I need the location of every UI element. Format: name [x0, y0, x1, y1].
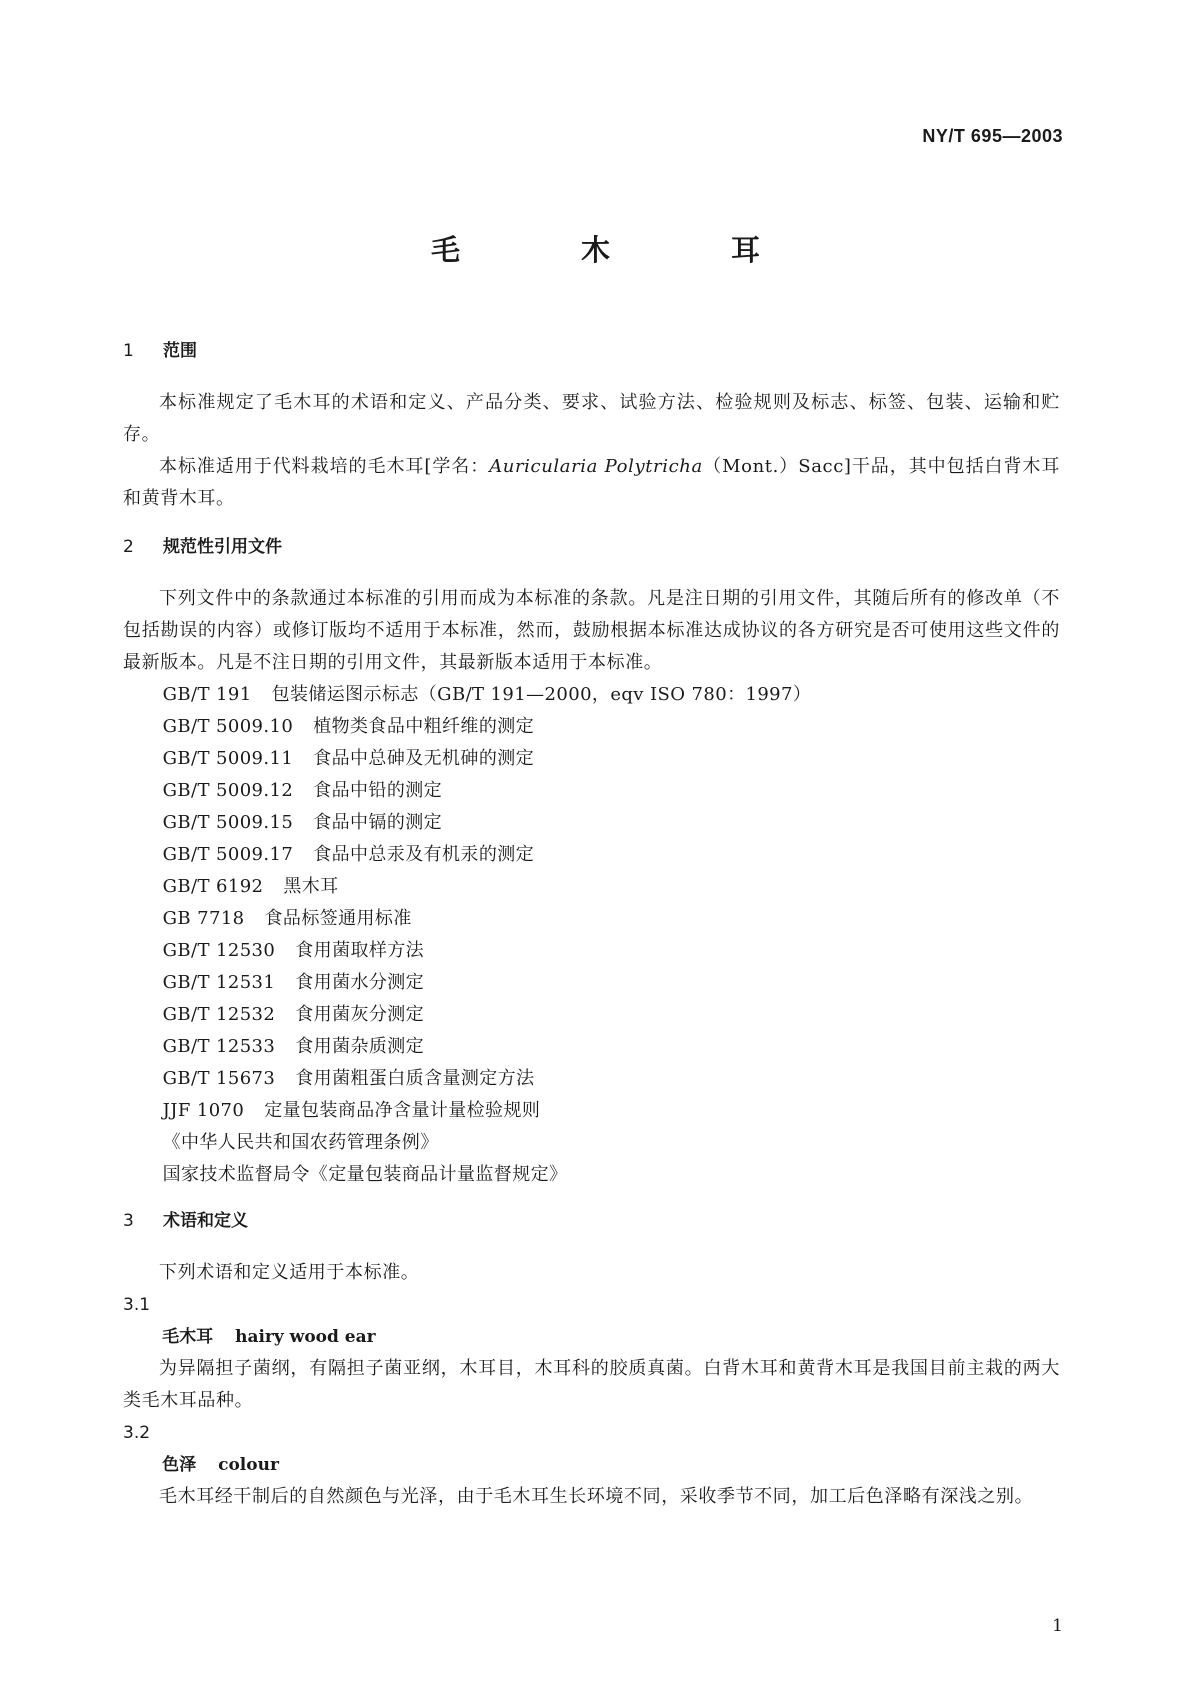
section-title: 规范性引用文件: [163, 537, 282, 557]
clause-number: 3.1: [123, 1295, 151, 1315]
reference-item: [123, 775, 1060, 807]
latin-name: Auricularia Polytricha: [489, 456, 703, 477]
term-en: colour: [218, 1455, 279, 1475]
reference-title: 食品标签通用标准: [264, 908, 412, 929]
page-number: 1: [1052, 1616, 1063, 1636]
section-number: 3: [123, 1211, 134, 1231]
reference-item-order: 国家技术监督局令《定量包装商品计量监督规定》: [162, 1164, 568, 1185]
section-title: 术语和定义: [163, 1211, 248, 1231]
reference-item: [123, 935, 1060, 967]
reference-code: GB/T 191: [162, 684, 252, 705]
section-number: 1: [123, 341, 134, 361]
reference-title: 食用菌取样方法: [295, 940, 425, 961]
term-en: hairy wood ear: [235, 1327, 376, 1347]
scope-paragraph-1: 本标准规定了毛木耳的术语和定义、产品分类、要求、试验方法、检验规则及标志、标签、包装、运输和贮存。: [123, 392, 1060, 445]
reference-item: [123, 903, 1060, 935]
reference-item: [123, 1095, 1060, 1127]
reference-item: [123, 807, 1060, 839]
reference-title: 食品中镉的测定: [313, 812, 443, 833]
reference-item-regulation: 《中华人民共和国农药管理条例》: [162, 1132, 439, 1153]
reference-title: 食用菌杂质测定: [295, 1036, 425, 1057]
reference-title: 食用菌灰分测定: [295, 1004, 425, 1025]
reference-item: [123, 711, 1060, 743]
standard-code: NY/T 695—2003: [922, 126, 1063, 146]
reference-title: 黑木耳: [283, 876, 339, 897]
reference-code: GB/T 5009.10: [162, 716, 294, 737]
reference-title: 食用菌粗蛋白质含量测定方法: [295, 1068, 535, 1089]
reference-code: GB/T 5009.15: [162, 812, 294, 833]
scope-text-part-b: （Mont.）Sacc]干品，其中包括白背木耳和黄背木耳。: [123, 456, 1060, 509]
term-heading: [123, 1449, 1060, 1481]
reference-code: GB/T 5009.12: [162, 780, 294, 801]
reference-title: 食品中总砷及无机砷的测定: [313, 748, 535, 769]
reference-code: GB 7718: [162, 908, 245, 929]
section-title: 范围: [163, 341, 197, 361]
section-heading-terms-definitions: [123, 1205, 1060, 1237]
reference-title: 食品中铅的测定: [313, 780, 443, 801]
reference-item: [123, 1031, 1060, 1063]
reference-code: GB/T 6192: [162, 876, 264, 897]
reference-code: GB/T 5009.11: [162, 748, 294, 769]
reference-item: [123, 679, 1060, 711]
scope-paragraph-2: [123, 451, 1060, 515]
section-heading-normative-references: [123, 531, 1060, 563]
reference-code: GB/T 12531: [162, 972, 276, 993]
reference-title: 定量包装商品净含量计量检验规则: [264, 1100, 541, 1121]
reference-item: [123, 839, 1060, 871]
reference-code: GB/T 12532: [162, 1004, 276, 1025]
reference-title: 包装储运图示标志（GB/T 191—2000，eqv ISO 780：1997）: [271, 684, 812, 705]
reference-title: 植物类食品中粗纤维的测定: [313, 716, 535, 737]
document-body: [123, 335, 1060, 1513]
term-zh: 毛木耳: [162, 1327, 214, 1347]
reference-title: 食用菌水分测定: [295, 972, 425, 993]
reference-code: GB/T 5009.17: [162, 844, 294, 865]
reference-item: [123, 1063, 1060, 1095]
reference-list: [123, 679, 1060, 1127]
document-title: 毛 木 耳: [430, 233, 806, 267]
reference-code: GB/T 12530: [162, 940, 276, 961]
section-heading-scope: [123, 335, 1060, 367]
section-number: 2: [123, 537, 134, 557]
terms-intro-paragraph: 下列术语和定义适用于本标准。: [159, 1262, 420, 1283]
term-definition: 毛木耳经干制后的自然颜色与光泽，由于毛木耳生长环境不同，采收季节不同，加工后色泽略有深浅之别。: [159, 1486, 1034, 1507]
term-zh: 色泽: [162, 1455, 197, 1475]
term-heading: [123, 1321, 1060, 1353]
references-intro-paragraph: 下列文件中的条款通过本标准的引用而成为本标准的条款。凡是注日期的引用文件，其随后所有的修改单（不包括勘误的内容）或修订版均不适用于本标准，然而，鼓励根据本标准达成协议的各方研究是否可使用这些文件的最新版本。凡是不注日期的引用文件，其最新版本适用于本标准。: [123, 588, 1060, 673]
reference-code: GB/T 12533: [162, 1036, 276, 1057]
reference-item: [123, 871, 1060, 903]
reference-item: [123, 999, 1060, 1031]
clause-number: 3.2: [123, 1423, 151, 1443]
reference-item: [123, 967, 1060, 999]
scope-text-part-a: 本标准适用于代料栽培的毛木耳[学名：: [159, 456, 490, 477]
reference-code: JJF 1070: [162, 1100, 245, 1121]
reference-code: GB/T 15673: [162, 1068, 276, 1089]
reference-item: [123, 743, 1060, 775]
term-definition: 为异隔担子菌纲，有隔担子菌亚纲，木耳目，木耳科的胶质真菌。白背木耳和黄背木耳是我国目前主栽的两大类毛木耳品种。: [123, 1358, 1060, 1411]
reference-title: 食品中总汞及有机汞的测定: [313, 844, 535, 865]
